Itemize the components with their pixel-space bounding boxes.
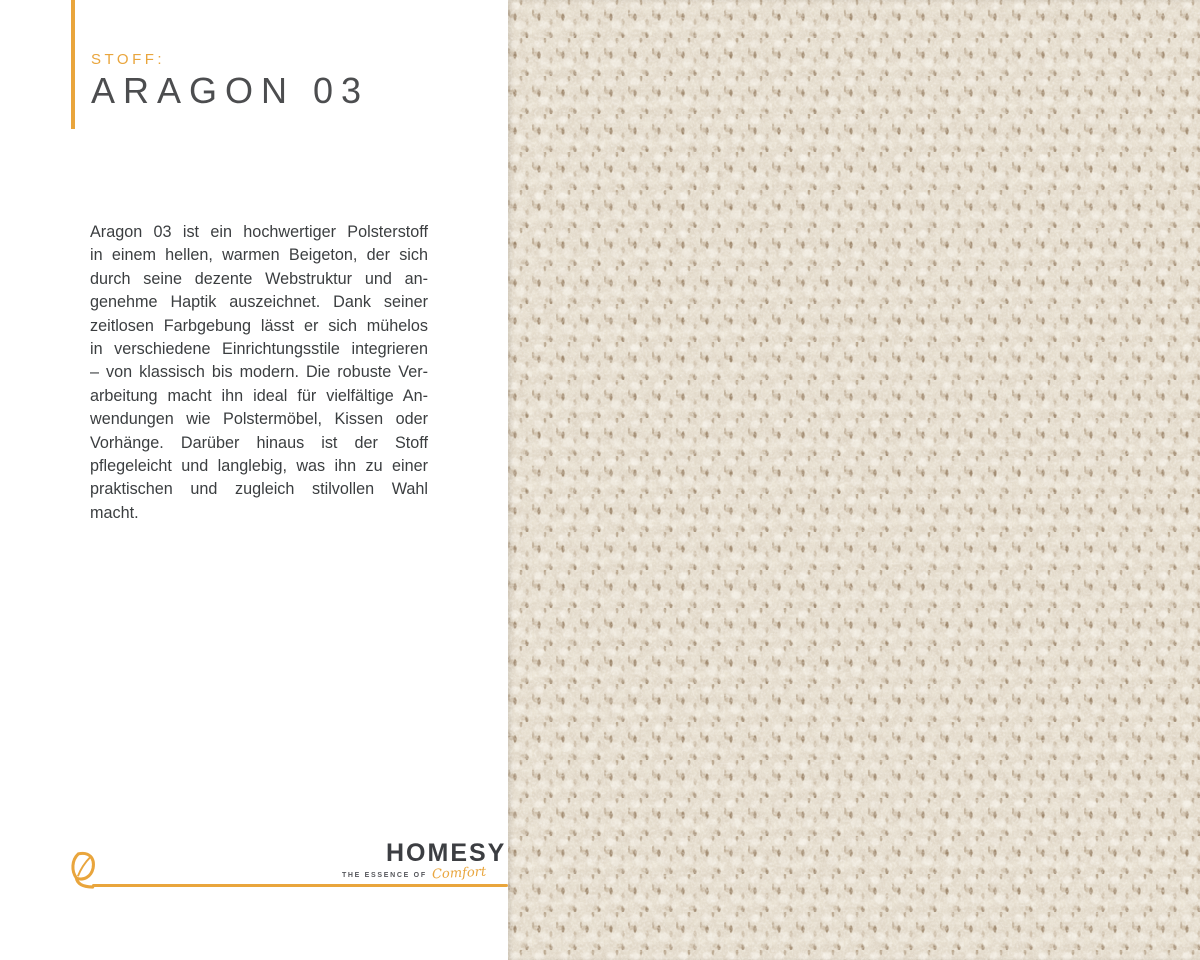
fabric-texture-noise: [508, 0, 1200, 960]
description-line: in verschiedene Einrichtungsstile integrieren: [90, 340, 428, 359]
description-line: Vorhänge. Darüber hinaus ist der Stoff: [90, 433, 428, 452]
brand-logo-name: HOMESY: [386, 839, 507, 867]
brand-logo-tagline: [341, 864, 487, 883]
header: [91, 50, 369, 112]
brand-logo: [341, 839, 507, 883]
description-line: praktischen und zugleich stilvollen Wahl: [90, 480, 428, 499]
accent-bar: [71, 0, 75, 129]
tagline-script: Comfort: [431, 864, 487, 883]
fabric-swatch-image: [508, 0, 1200, 960]
fabric-type-label: STOFF:: [91, 51, 166, 68]
description-line: in einem hellen, warmen Beigeton, der sich: [90, 246, 428, 265]
description-line: Aragon 03 ist ein hochwertiger Polsterstoff: [90, 223, 428, 241]
description-line: macht.: [90, 503, 139, 522]
description-line: genehme Haptik auszeichnet. Dank seiner: [90, 293, 428, 312]
description-line: arbeitung macht ihn ideal für vielfältige An-: [90, 386, 428, 405]
description-line: wendungen wie Polstermöbel, Kissen oder: [90, 410, 428, 429]
tagline-caps: THE ESSENCE OF: [341, 872, 427, 879]
description-line: – von klassisch bis modern. Die robuste Ver-: [90, 363, 428, 382]
footer-divider-line: [92, 884, 508, 887]
description-line: zeitlosen Farbgebung lässt er sich mühelos: [90, 316, 428, 335]
description-line: durch seine dezente Webstruktur und an-: [90, 269, 428, 288]
description-line: pflegeleicht und langlebig, was ihn zu einer: [90, 457, 428, 476]
fabric-description: [90, 221, 428, 525]
fabric-name-title: ARAGON 03: [91, 70, 370, 111]
